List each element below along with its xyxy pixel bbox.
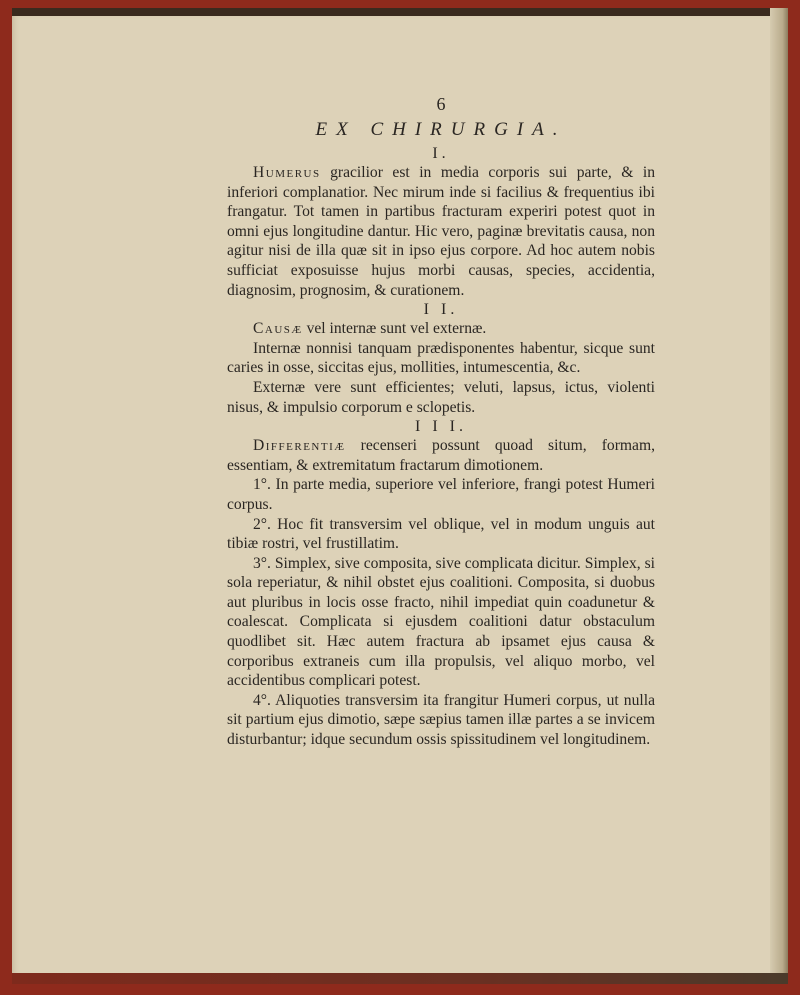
page-title: EX CHIRURGIA. — [315, 119, 567, 140]
paragraph — [227, 163, 655, 300]
paragraph-text: gracilior est in media corporis sui parte, & in inferiori complanatior. Nec mirum inde si facilius & frequentius ibi frangatur. Tot tamen in partibus fracturam experiri potest quot in omni ejus longitudine dantur. Hic vero, paginæ brevitatis causa, non agitur nisi de illa quæ sit in ipso ejus corpore. Ad hoc autem nobis sufficiat exposuisse hujus morbi causas, species, accidentia, diagnosim, prognosim, & curationem. — [227, 164, 655, 299]
paragraph — [227, 691, 655, 750]
paragraph-text: 3°. Simplex, sive composita, sive complicata dicitur. Simplex, si sola reperiatur, & nihil obstet ejus coalitioni. Composita, si duobus aut pluribus in locis osse fracto, nihil impediat quin coadunetur & coalescat. Complicata si ejusdem coalitioni datur obstaculum quodlibet sit. Hæc autem fractura ab ipsamet ejus causa & corporibus extraneis cum illa propulsis, vel aliquo morbo, vel accidentibus complicari potest. — [227, 554, 655, 690]
page-top-edge — [12, 8, 788, 16]
page-number: 6 — [436, 94, 446, 114]
paragraph-lead: Humerus — [253, 164, 321, 181]
paragraph — [227, 554, 655, 691]
paragraph-text: 2°. Hoc fit transversim vel oblique, vel in modum unguis aut tibiæ rostri, vel frustillatim. — [227, 515, 655, 553]
paragraph — [227, 475, 655, 514]
paragraph-text: recenseri possunt quoad situm, formam, essentiam, & extremitatum fractarum dimotionem. — [227, 437, 655, 474]
paragraph — [227, 436, 655, 475]
paragraph-lead: Causæ — [253, 320, 303, 338]
paragraph — [227, 339, 655, 378]
paragraph-text: 1°. In parte media, superiore vel inferiore, frangi potest Humeri corpus. — [227, 476, 655, 513]
book-spine-shadow — [770, 8, 788, 984]
paragraph-text: 4°. Aliquoties transversim ita frangitur Humeri corpus, ut nulla sit partium ejus dimotio, sæpe sæpius tamen illæ partes a se invicem disturbantur; idque secundum ossis spissitudinem vel longitudinem. — [227, 691, 655, 749]
paragraph — [227, 319, 655, 339]
page-bottom-edge — [12, 973, 788, 984]
paragraph — [227, 515, 655, 554]
section-numeral: I. — [432, 145, 450, 162]
paragraph-text: Externæ vere sunt efficientes; veluti, lapsus, ictus, violenti nisus, & impulsio corporum e sclopetis. — [227, 378, 655, 416]
paragraph — [227, 378, 655, 417]
paragraph-text: vel internæ sunt vel externæ. — [302, 320, 487, 338]
section-numeral: I I I. — [415, 418, 467, 436]
paragraph-lead: Differentiæ — [253, 437, 346, 455]
text-block — [227, 94, 655, 750]
section-numeral: I I. — [423, 301, 459, 319]
paragraph-text: Internæ nonnisi tanquam prædisponentes habentur, sicque sunt caries in osse, siccitas ejus, mollities, intumescentia, &c. — [227, 339, 655, 377]
